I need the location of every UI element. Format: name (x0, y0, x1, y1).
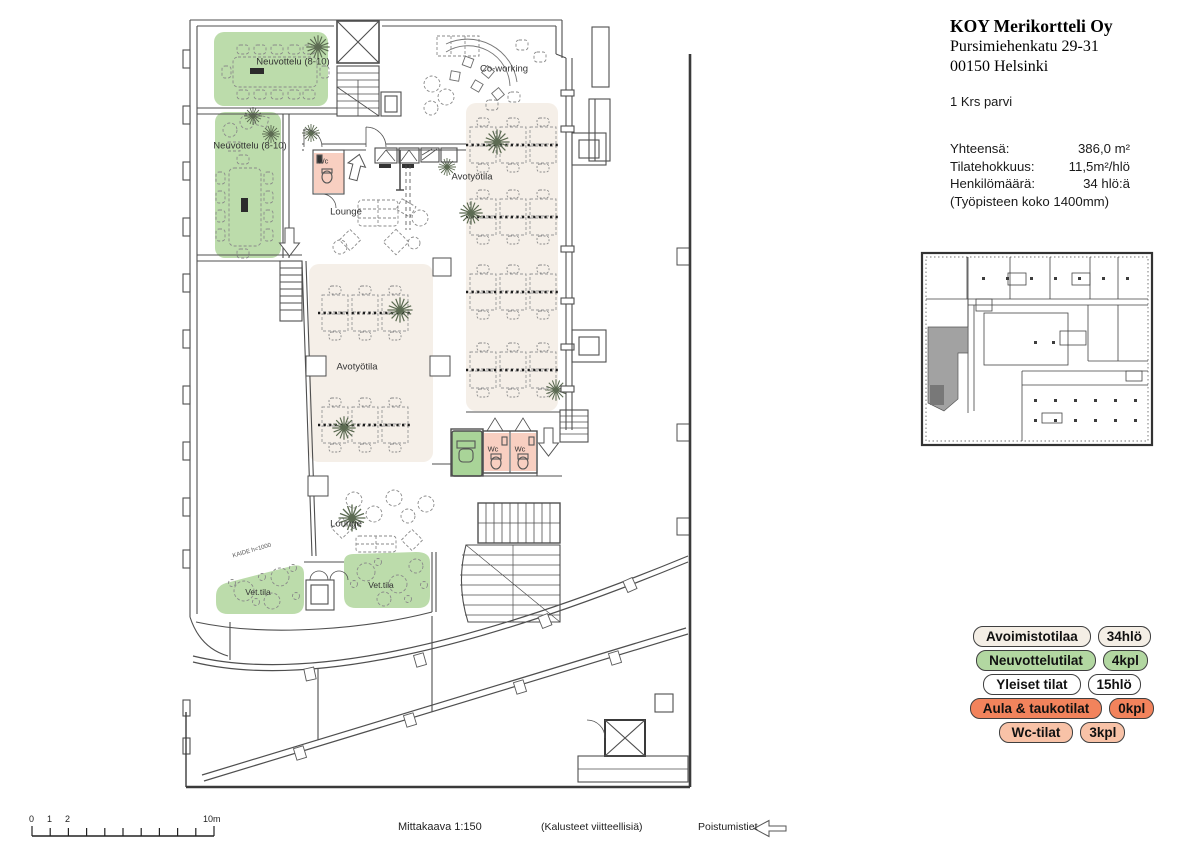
company-name: KOY Merikortteli Oy (950, 16, 1113, 36)
room-label-neuvottelu-left: Neuvottelu (8-10) (213, 140, 287, 152)
scale-tick-10m: 10m (203, 814, 221, 824)
legend-label-wc-tilat: Wc-tilat (999, 722, 1074, 743)
address-line1: Pursimiehenkatu 29-31 (950, 38, 1099, 55)
railing-note: KAIDE h=1000 (232, 542, 272, 560)
scale-tick-2: 2 (65, 814, 71, 824)
stat-label: Tilatehokkuus: (950, 158, 1035, 174)
exit-arrow-up-icon (344, 152, 368, 182)
room-fills (214, 32, 558, 614)
stat-row (950, 140, 1130, 158)
legend (958, 626, 1166, 746)
key-plan (922, 253, 1152, 445)
room-label-vet-tila-right: Vet.tila (368, 580, 394, 590)
address-line2: 00150 Helsinki (950, 58, 1049, 76)
exit-arrow-down-icon (539, 428, 559, 456)
legend-count: 34hlö (1098, 626, 1151, 647)
floor-label: 1 Krs parvi (950, 93, 1013, 109)
room-label-neuvottelu-top: Neuvottelu (8-10) (256, 56, 330, 68)
legend-row (958, 722, 1166, 743)
stat-row (950, 158, 1130, 176)
stat-value: 11,5m²/hlö (1068, 158, 1130, 174)
scale-text: Mittakaava 1:150 (398, 821, 482, 833)
legend-row (958, 698, 1166, 719)
title-block (950, 16, 1170, 109)
stat-label: Henkilömäärä: (950, 176, 1036, 191)
legend-label-yleiset-tilat: Yleiset tilat (983, 674, 1080, 695)
stat-value: 34 hlö:ä (1083, 176, 1130, 191)
legend-count: 4kpl (1103, 650, 1148, 671)
room-label-coworking: Co-working (479, 63, 529, 75)
scale-tick-0: 0 (29, 814, 35, 824)
room-label-vet-tila-left: Vet.tila (245, 587, 271, 597)
stat-row (950, 175, 1130, 193)
legend-row (958, 650, 1166, 671)
legend-count: 3kpl (1080, 722, 1125, 743)
scale-tick-1: 1 (47, 814, 53, 824)
room-label-lounge-top: Lounge (330, 206, 362, 218)
furniture-note: (Kalusteet viitteellisiä) (541, 821, 643, 833)
room-label-avotyotila-center: Avotyötila (336, 361, 378, 373)
area-statistics (950, 140, 1130, 210)
legend-count: 15hlö (1088, 674, 1141, 695)
legend-row (958, 674, 1166, 695)
legend-row (958, 626, 1166, 647)
legend-label-neuvottelutilat: Neuvottelutilat (976, 650, 1096, 671)
legend-label-avoimistotilaa: Avoimistotilaa (973, 626, 1091, 647)
scale-bar (32, 826, 214, 836)
legend-label-aula-taukotilat: Aula & taukotilat (970, 698, 1103, 719)
room-label-wc-top: Wc (317, 156, 329, 166)
room-label-lounge-bottom: Lounge (330, 518, 362, 530)
stat-label: Yhteensä: (950, 141, 1010, 156)
workstation-note: (Työpisteen koko 1400mm) (950, 193, 1110, 209)
stat-value: 386,0 m² (1077, 141, 1130, 156)
room-label-wc-mid-left: Wc (487, 444, 499, 454)
exit-route-arrow-icon (754, 821, 786, 837)
room-label-wc-mid-right: Wc (514, 444, 526, 454)
room-label-avotyotila-right: Avotyötila (451, 171, 493, 183)
legend-count: 0kpl (1109, 698, 1154, 719)
exits-label: Poistumistiet (698, 821, 758, 833)
